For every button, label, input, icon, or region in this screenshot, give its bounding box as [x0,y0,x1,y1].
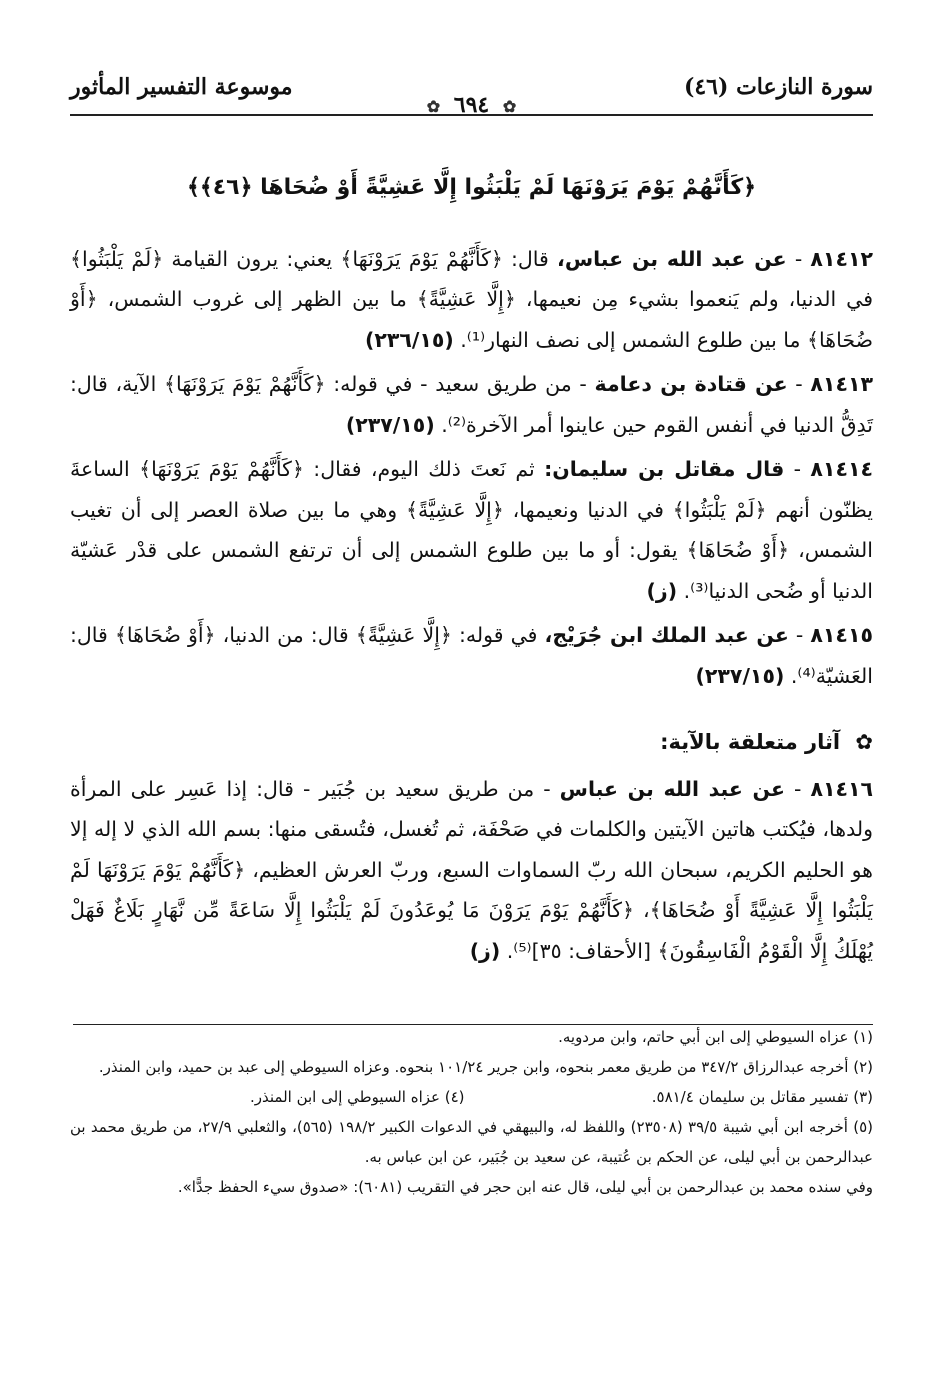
entry-text: في قوله: ﴿إِلَّا عَشِيَّةً﴾ قال: من الدنيا، ﴿أَوْ ضُحَاهَا﴾ قال: العَشيّة⁽⁴⁾. [70,623,873,688]
main-text [70,168,873,975]
ornament-left-icon: ✿ [426,97,441,116]
entry-number: ٨١٤١٣ [810,372,873,396]
entry-text: - من طريق سعيد بن جُبَير - قال: إذا عَسِر على المرأة ولدها، فيُكتب هاتين الآيتين والكلمات في صَحْفَة، ثم تُغسل، فتُسقى منها: بسم الله الذي لا إله إلا هو الحليم الكريم، سبحان الله ربّ السماوات السبع، وربّ العرش العظيم، ﴿كَأَنَّهُمْ يَوْمَ يَرَوْنَهَا لَمْ يَلْبَثُوا إِلَّا عَشِيَّةً أَوْ ضُحَاهَا﴾، ﴿كَأَنَّهُمْ يَوْمَ يَرَوْنَ مَا يُوعَدُونَ لَمْ يَلْبَثُوا إِلَّا سَاعَةً مِّن نَّهَارٍ بَلَاغٌ فَهَلْ يُهْلَكُ إِلَّا الْقَوْمُ الْفَاسِقُونَ﴾ [الأحقاف: ٣٥]⁽⁵⁾. [70,776,873,963]
entry-narrator: عن عبد الله بن عباس [559,776,785,801]
page-number: ٦٩٤ [453,92,490,118]
entry-text: ثم نَعتَ ذلك اليوم، فقال: ﴿كَأَنَّهُمْ يَوْمَ يَرَوْنَهَا﴾ الساعةَ يظنّون أنهم ﴿لَمْ يَلْبَثُوا﴾ في الدنيا ونعيمها، ﴿إِلَّا عَشِيَّةً﴾ وهي ما بين صلاة العصر إلى أن تغيب الشمس، ﴿أَوْ ضُحَاهَا﴾ يقول: أو ما بين طلوع الشمس إلى أن ترتفع الشمس على قدْر عَشيّة الدنيا أو ضُحى الدنيا⁽³⁾. [70,457,873,603]
entry-text: - من طريق سعيد - في قوله: ﴿كَأَنَّهُمْ يَوْمَ يَرَوْنَهَا﴾ الآية، قال: تَدِقُّ الدنيا في أنفس القوم حين عاينوا أمر الآخرة⁽²⁾. [70,372,873,437]
footnotes [70,1022,873,1202]
footnote-1: (١) عزاه السيوطي إلى ابن أبي حاتم، وابن مردويه. [558,1028,873,1046]
book-title: موسوعة التفسير المأثور [70,74,293,100]
quran-verse: ﴿كَأَنَّهُمْ يَوْمَ يَرَوْنَهَا لَمْ يَلْبَثُوا إِلَّا عَشِيَّةً أَوْ ضُحَاهَا ﴿٤٦﴾﴾ [186,175,757,200]
entry-narrator: قال مقاتل بن سليمان: [544,457,785,481]
athar-entry: ٨١٤١٦ - عن عبد الله بن عباس - من طريق سعيد بن جُبَير - قال: إذا عَسِر على المرأة ولدها، فيُكتب هاتين الآيتين والكلمات في صَحْفَة، ثم تُغسل، فتُسقى منها: بسم الله الذي لا إله إلا هو الحليم الكريم، سبحان الله ربّ السماوات السبع، وربّ العرش العظيم، ﴿كَأَنَّهُمْ يَوْمَ يَرَوْنَهَا لَمْ يَلْبَثُوا إِلَّا عَشِيَّةً أَوْ ضُحَاهَا﴾، ﴿كَأَنَّهُمْ يَوْمَ يَرَوْنَ مَا يُوعَدُونَ لَمْ يَلْبَثُوا إِلَّا سَاعَةً مِّن نَّهَارٍ بَلَاغٌ فَهَلْ يُهْلَكُ إِلَّا الْقَوْمُ الْفَاسِقُونَ﴾ [الأحقاف: ٣٥]⁽⁵⁾. (ز) [70,776,873,963]
entry-narrator: عن عبد الملك ابن جُرَيْج، [544,623,789,647]
entry-number: ٨١٤١٢ [810,246,873,271]
ornament-right-icon: ✿ [502,97,517,116]
athar-entry: ٨١٤١٤ - قال مقاتل بن سليمان: ثم نَعتَ ذلك اليوم، فقال: ﴿كَأَنَّهُمْ يَوْمَ يَرَوْنَهَا﴾ الساعةَ يظنّون أنهم ﴿لَمْ يَلْبَثُوا﴾ في الدنيا ونعيمها، ﴿إِلَّا عَشِيَّةً﴾ وهي ما بين صلاة العصر إلى أن تغيب الشمس، ﴿أَوْ ضُحَاهَا﴾ يقول: أو ما بين طلوع الشمس إلى أن ترتفع الشمس على قدْر عَشيّة الدنيا أو ضُحى الدنيا⁽³⁾. (ز) [70,457,873,603]
entry-number: ٨١٤١٥ [810,623,873,647]
entry-reference: (٢٣٧/١٥) [695,663,785,688]
flower-icon: ✿ [855,730,873,754]
footnote-3: (٣) تفسير مقاتل بن سليمان ٥٨١/٤. [651,1088,873,1106]
entry-reference: (ز) [469,938,501,963]
footnote-4: (٤) عزاه السيوطي إلى ابن المنذر. [250,1088,465,1106]
entry-text: قال: ﴿كَأَنَّهُمْ يَوْمَ يَرَوْنَهَا﴾ يعني: يرون القيامة ﴿لَمْ يَلْبَثُوا﴾ في الدنيا، ولم يَنعموا بشيء مِن نعيمها، ﴿إِلَّا عَشِيَّةً﴾ ما بين الظهر إلى غروب الشمس، ﴿أَوْ ضُحَاهَا﴾ ما بين طلوع الشمس إلى نصف النهار⁽¹⁾. [70,246,873,352]
entry-reference: (ز) [646,578,678,603]
entry-number: ٨١٤١٤ [810,457,873,481]
entry-reference: (٢٣٦/١٥) [364,327,454,352]
entry-number: ٨١٤١٦ [810,776,873,801]
footnote-row-3-4 [70,1082,873,1112]
athar-entry: ٨١٤١٢ - عن عبد الله بن عباس، قال: ﴿كَأَنَّهُمْ يَوْمَ يَرَوْنَهَا﴾ يعني: يرون القيامة ﴿لَمْ يَلْبَثُوا﴾ في الدنيا، ولم يَنعموا بشيء مِن نعيمها، ﴿إِلَّا عَشِيَّةً﴾ ما بين الظهر إلى غروب الشمس، ﴿أَوْ ضُحَاهَا﴾ ما بين طلوع الشمس إلى نصف النهار⁽¹⁾. (٢٣٦/١٥) [70,246,873,352]
surah-title: سورة النازعات (٤٦) [683,74,873,100]
page-number-line [0,92,943,118]
athar-entry: ٨١٤١٣ - عن قتادة بن دعامة - من طريق سعيد - في قوله: ﴿كَأَنَّهُمْ يَوْمَ يَرَوْنَهَا﴾ الآية، قال: تَدِقُّ الدنيا في أنفس القوم حين عاينوا أمر الآخرة⁽²⁾. (٢٣٧/١٥) [70,372,873,437]
entry-narrator: عن قتادة بن دعامة [594,372,788,396]
athar-entry: ٨١٤١٥ - عن عبد الملك ابن جُرَيْج، في قوله: ﴿إِلَّا عَشِيَّةً﴾ قال: من الدنيا، ﴿أَوْ ضُحَاهَا﴾ قال: العَشيّة⁽⁴⁾. (٢٣٧/١٥) [70,623,873,688]
entry-reference: (٢٣٧/١٥) [345,412,435,437]
footnote-2: (٢) أخرجه عبدالرزاق ٣٤٧/٢ من طريق معمر بنحوه، وابن جرير ١٠١/٢٤ بنحوه. وعزاه السيوطي إلى عبد بن حميد، وابن المنذر. [98,1058,873,1076]
entry-narrator: عن عبد الله بن عباس، [557,246,787,271]
footnote-5: (٥) أخرجه ابن أبي شيبة ٣٩/٥ (٢٣٥٠٨) واللفظ له، والبيهقي في الدعوات الكبير ١٩٨/٢ (٥٦٥)، والثعلبي ٢٧/٩، من طريق محمد بن عبدالرحمن بن أبي ليلى، عن الحكم بن عُتيبة، عن سعيد بن جُبَير، عن ابن عباس به. [70,1118,874,1166]
section-heading [70,722,873,763]
footnote-5-note: وفي سنده محمد بن عبدالرحمن بن أبي ليلى، قال عنه ابن حجر في التقريب (٦٠٨١): «صدوق سيء الحفظ جدًّا». [177,1178,873,1196]
section-title: آثار متعلقة بالآية: [660,730,841,754]
